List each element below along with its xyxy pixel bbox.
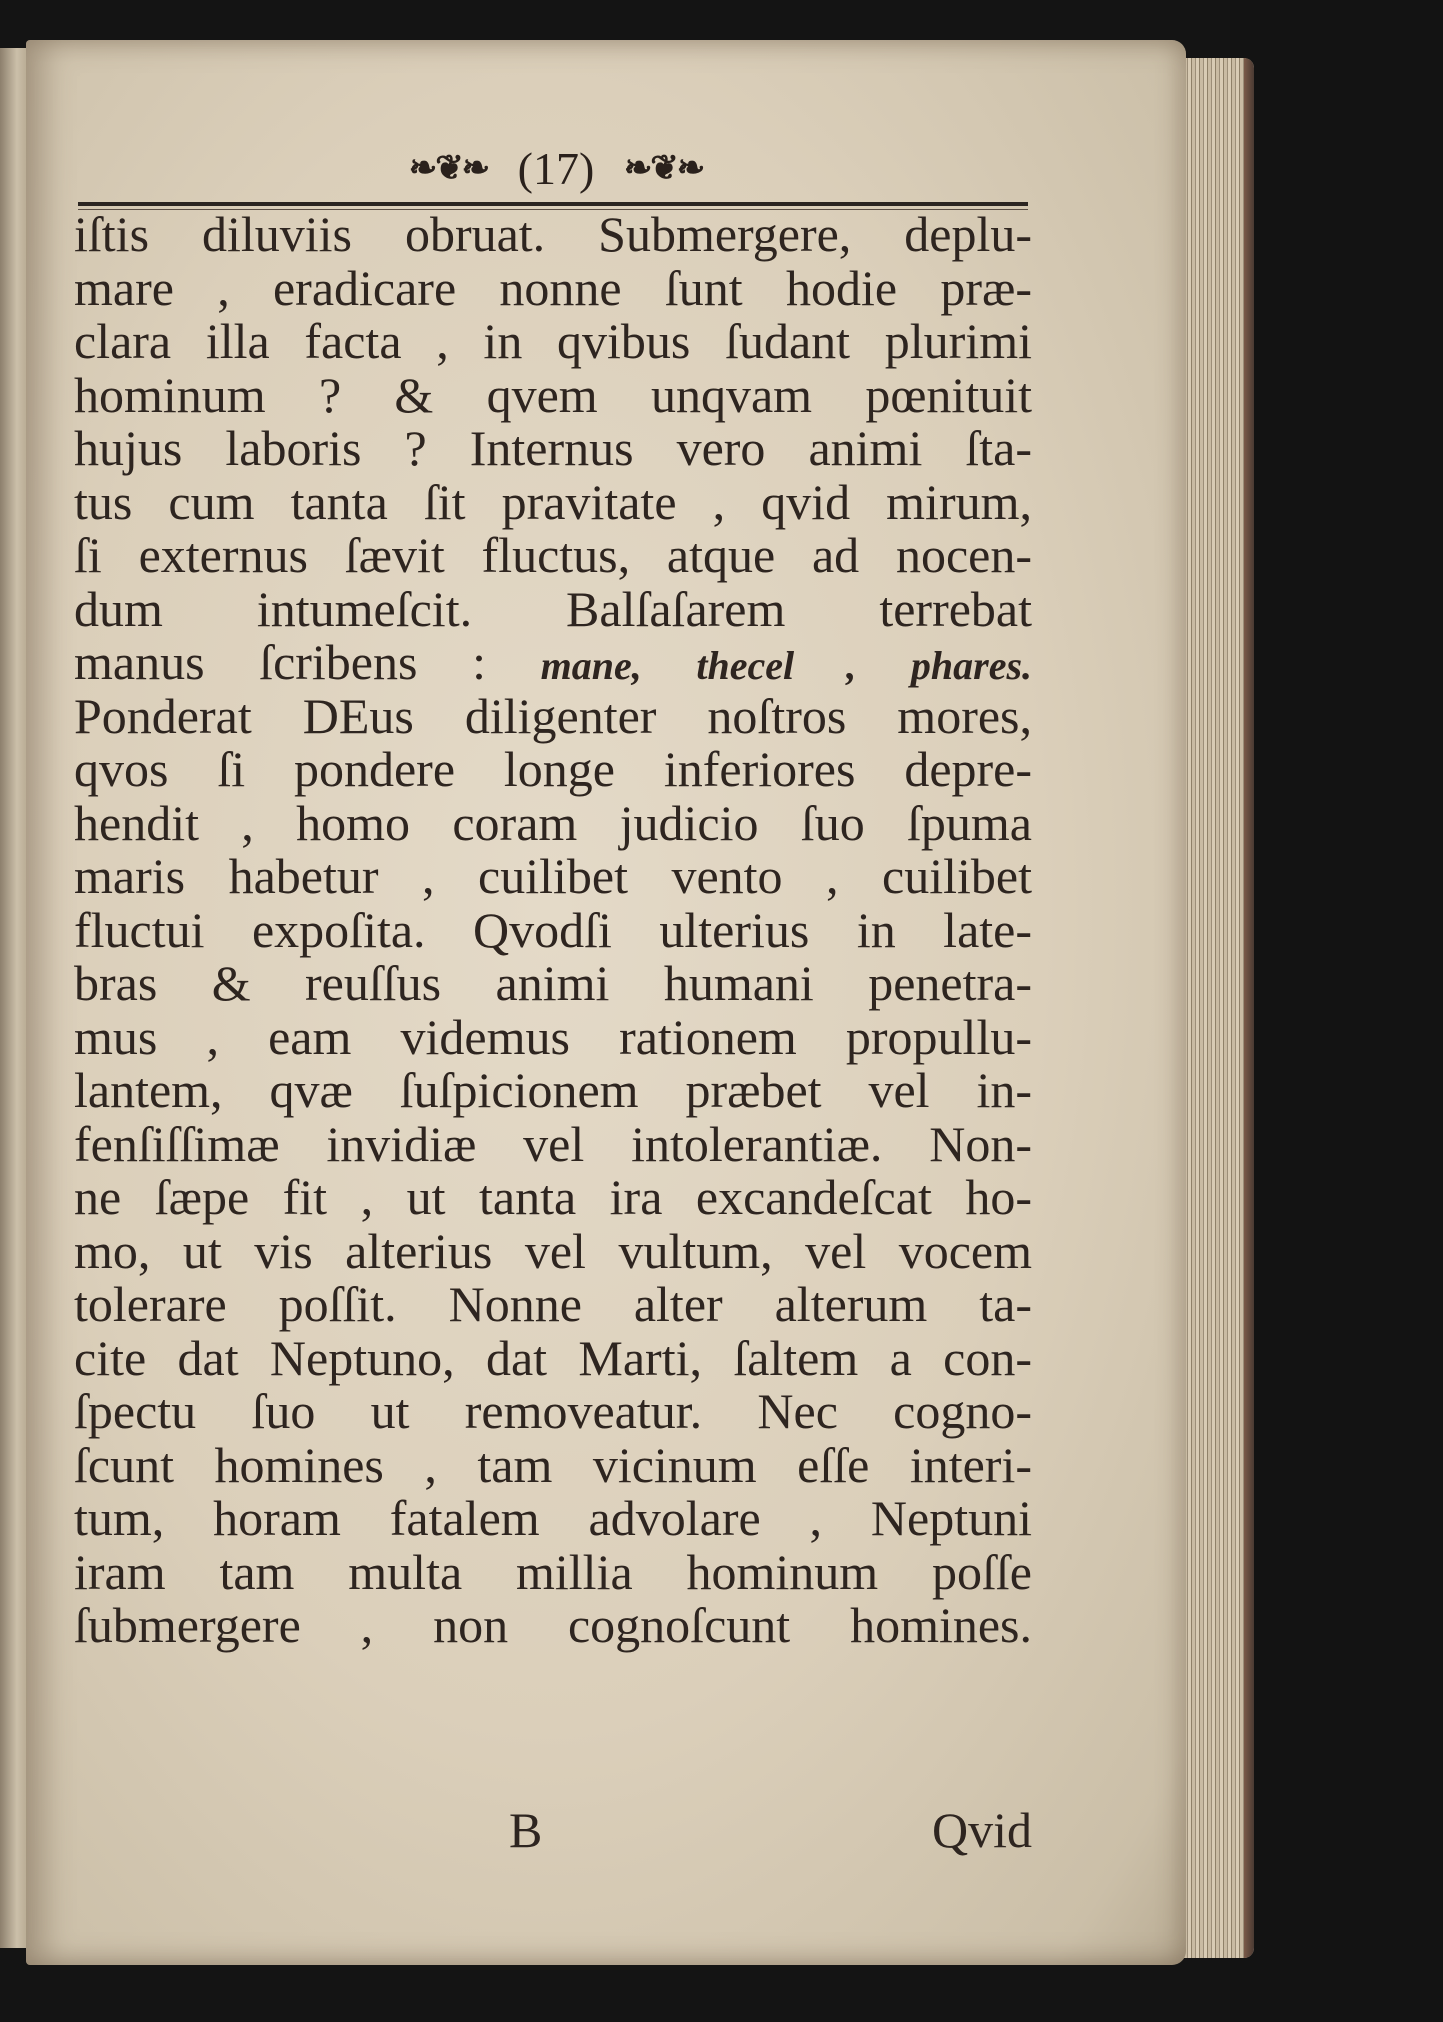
header-ornament-right: ❧❦❧ [623,150,704,188]
manus-text: manus ſcribens : [74,634,486,690]
page-footer [74,1800,1032,1860]
text-line: hendit , homo coram judicio ſuo ſpuma [74,794,1032,851]
text-line: dum intumeſcit. Balſaſarem terrebat [74,580,1032,637]
page-number: (17) [517,143,595,195]
book-page [26,40,1186,1965]
italic-word-mane: mane, [540,643,642,688]
body-text [74,208,1032,1653]
text-line: clara illa facta , in qvibus ſudant plurimi [74,313,1032,369]
text-line: fenſiſſimæ invidiæ vel intolerantiæ. Non- [74,1115,1032,1172]
text-line: maris habetur , cuilibet vento , cuilibet [74,848,1032,904]
background-right [1230,0,1443,2022]
text-line: hujus laboris ? Internus vero animi ſta- [74,420,1032,476]
text-line: cite dat Neptuno, dat Marti, ſaltem a con- [74,1329,1032,1386]
text-line: ſcunt homines , tam vicinum eſſe interi- [74,1436,1032,1493]
text-line: hominum ? & qvem unqvam pœnituit [74,366,1032,423]
running-header [81,130,1031,200]
text-line: bras & reuſſus animi humani penetra- [74,955,1032,1011]
text-line: fluctui expoſita. Qvodſi ulterius in late- [74,901,1032,958]
italic-word-phares: phares. [910,643,1033,688]
catchword: Qvid [932,1802,1032,1858]
italic-word-thecel: thecel , [696,643,857,688]
text-line: tus cum tanta ſit pravitate , qvid mirum, [74,473,1032,530]
text-line: mare , eradicare nonne ſunt hodie præ- [74,259,1032,316]
text-line: tum, horam fatalem advolare , Neptuni [74,1490,1032,1546]
text-line: lantem, qvæ ſuſpicionem præbet vel in- [74,1062,1032,1118]
text-line: tolerare poſſit. Nonne alter alterum ta- [74,1276,1032,1332]
text-line: mus , eam videmus rationem propullu- [74,1008,1032,1065]
text-line: qvos ſi pondere longe inferiores depre- [74,741,1032,797]
text-line: ſpectu ſuo ut removeatur. Nec cogno- [74,1383,1032,1439]
text-line: ſubmergere , non cognoſcunt homines. [74,1597,1032,1653]
text-line-manus [74,636,1032,690]
signature-mark: B [509,1802,543,1858]
text-line: ne ſæpe fit , ut tanta ira excandeſcat ho- [74,1169,1032,1225]
text-line: mo, ut vis alterius vel vultum, vel vocem [74,1222,1032,1279]
text-line: iſtis diluviis obruat. Submergere, deplu- [74,206,1032,262]
text-line: iram tam multa millia hominum poſſe [74,1543,1032,1600]
text-line: ſi externus ſævit fluctus, atque ad nocen- [74,527,1032,583]
header-ornament-left: ❧❦❧ [408,150,489,188]
text-line: Ponderat DEus diligenter noſtros mores, [74,687,1032,744]
